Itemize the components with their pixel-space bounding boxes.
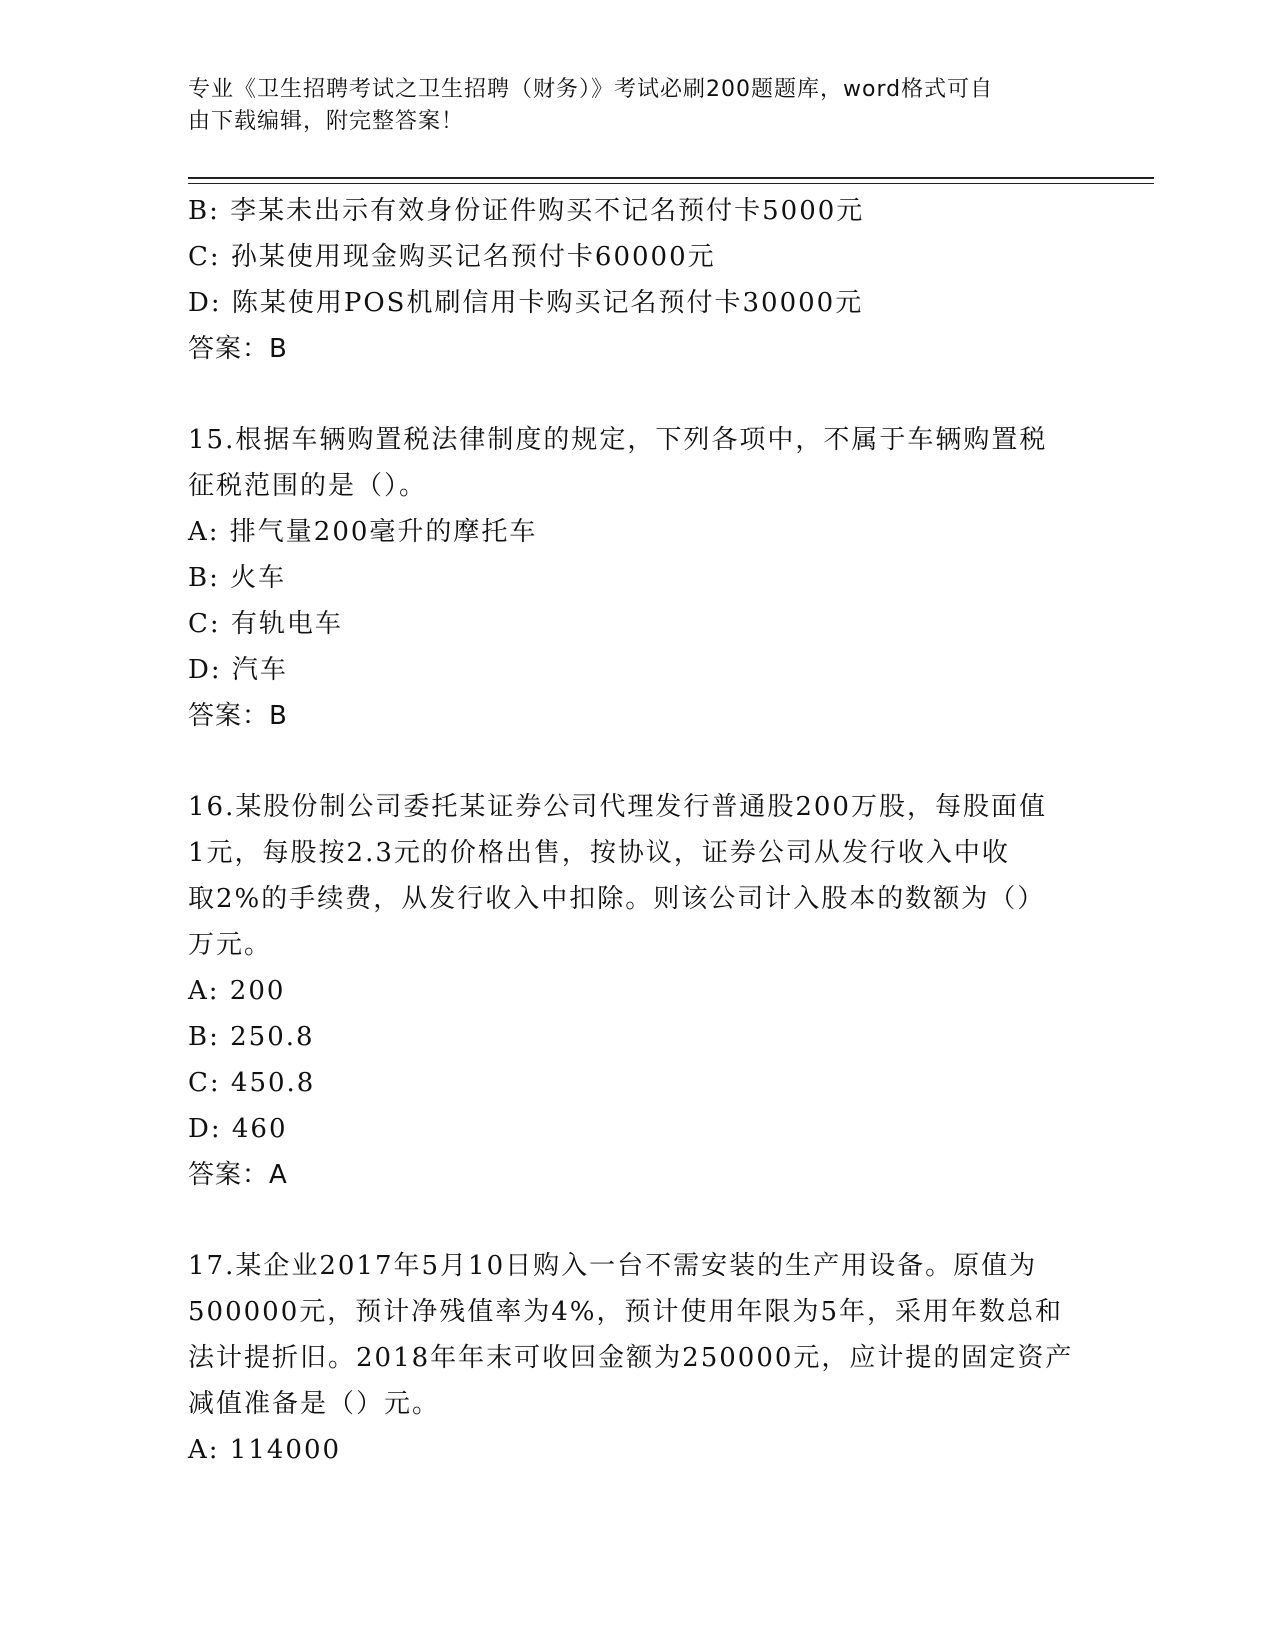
question-stem-line: 1元，每股按2.3元的价格出售，按协议，证券公司从发行收入中收 bbox=[188, 838, 1010, 868]
option-c: C: 孙某使用现金购买记名预付卡60000元 bbox=[188, 242, 716, 272]
option-a: A: 排气量200毫升的摩托车 bbox=[188, 517, 538, 547]
option-d: D: 陈某使用POS机刷信用卡购买记名预付卡30000元 bbox=[188, 288, 864, 318]
question-stem-line: 万元。 bbox=[188, 930, 273, 960]
option-c: C: 450.8 bbox=[188, 1068, 316, 1098]
option-d: D: 汽车 bbox=[188, 655, 288, 685]
option-c: C: 有轨电车 bbox=[188, 609, 343, 639]
question-16 bbox=[188, 784, 1088, 1198]
question-stem-line: 17.某企业2017年5月10日购入一台不需安装的生产用设备。原值为 bbox=[188, 1251, 1038, 1281]
option-d: D: 460 bbox=[188, 1114, 288, 1144]
question-14 bbox=[188, 188, 1088, 372]
question-stem-line: 500000元，预计净残值率为4%，预计使用年限为5年，采用年数总和 bbox=[188, 1297, 1064, 1327]
spacer bbox=[188, 372, 1088, 417]
option-a: A: 114000 bbox=[188, 1435, 342, 1465]
header-rule-thin bbox=[188, 183, 1154, 184]
question-stem-line: 征税范围的是（）。 bbox=[188, 471, 428, 501]
question-15 bbox=[188, 417, 1088, 739]
question-stem-line: 减值准备是（）元。 bbox=[188, 1389, 441, 1419]
question-stem-line: 法计提折旧。2018年年末可收回金额为250000元，应计提的固定资产 bbox=[188, 1343, 1074, 1373]
option-b: B: 250.8 bbox=[188, 1022, 315, 1052]
question-stem-line: 取2%的手续费，从发行收入中扣除。则该公司计入股本的数额为（） bbox=[188, 884, 1046, 914]
question-17 bbox=[188, 1243, 1088, 1473]
header-rule-thick bbox=[188, 177, 1154, 179]
answer-label: 答案：B bbox=[188, 701, 288, 731]
option-a: A: 200 bbox=[188, 976, 286, 1006]
header-line-2: 由下载编辑，附完整答案！ bbox=[188, 109, 465, 134]
option-b: B: 李某未出示有效身份证件购买不记名预付卡5000元 bbox=[188, 196, 865, 226]
question-stem-line: 16.某股份制公司委托某证券公司代理发行普通股200万股，每股面值 bbox=[188, 792, 1047, 822]
answer-label: 答案：B bbox=[188, 334, 288, 364]
document-header bbox=[188, 74, 1068, 138]
question-body bbox=[188, 188, 1088, 1473]
question-stem-line: 15.根据车辆购置税法律制度的规定，下列各项中，不属于车辆购置税 bbox=[188, 425, 1048, 455]
spacer bbox=[188, 739, 1088, 784]
option-b: B: 火车 bbox=[188, 563, 287, 593]
spacer bbox=[188, 1198, 1088, 1243]
answer-label: 答案：A bbox=[188, 1160, 288, 1190]
header-line-1: 专业《卫生招聘考试之卫生招聘（财务）》考试必刷200题题库，word格式可自 bbox=[188, 77, 994, 102]
